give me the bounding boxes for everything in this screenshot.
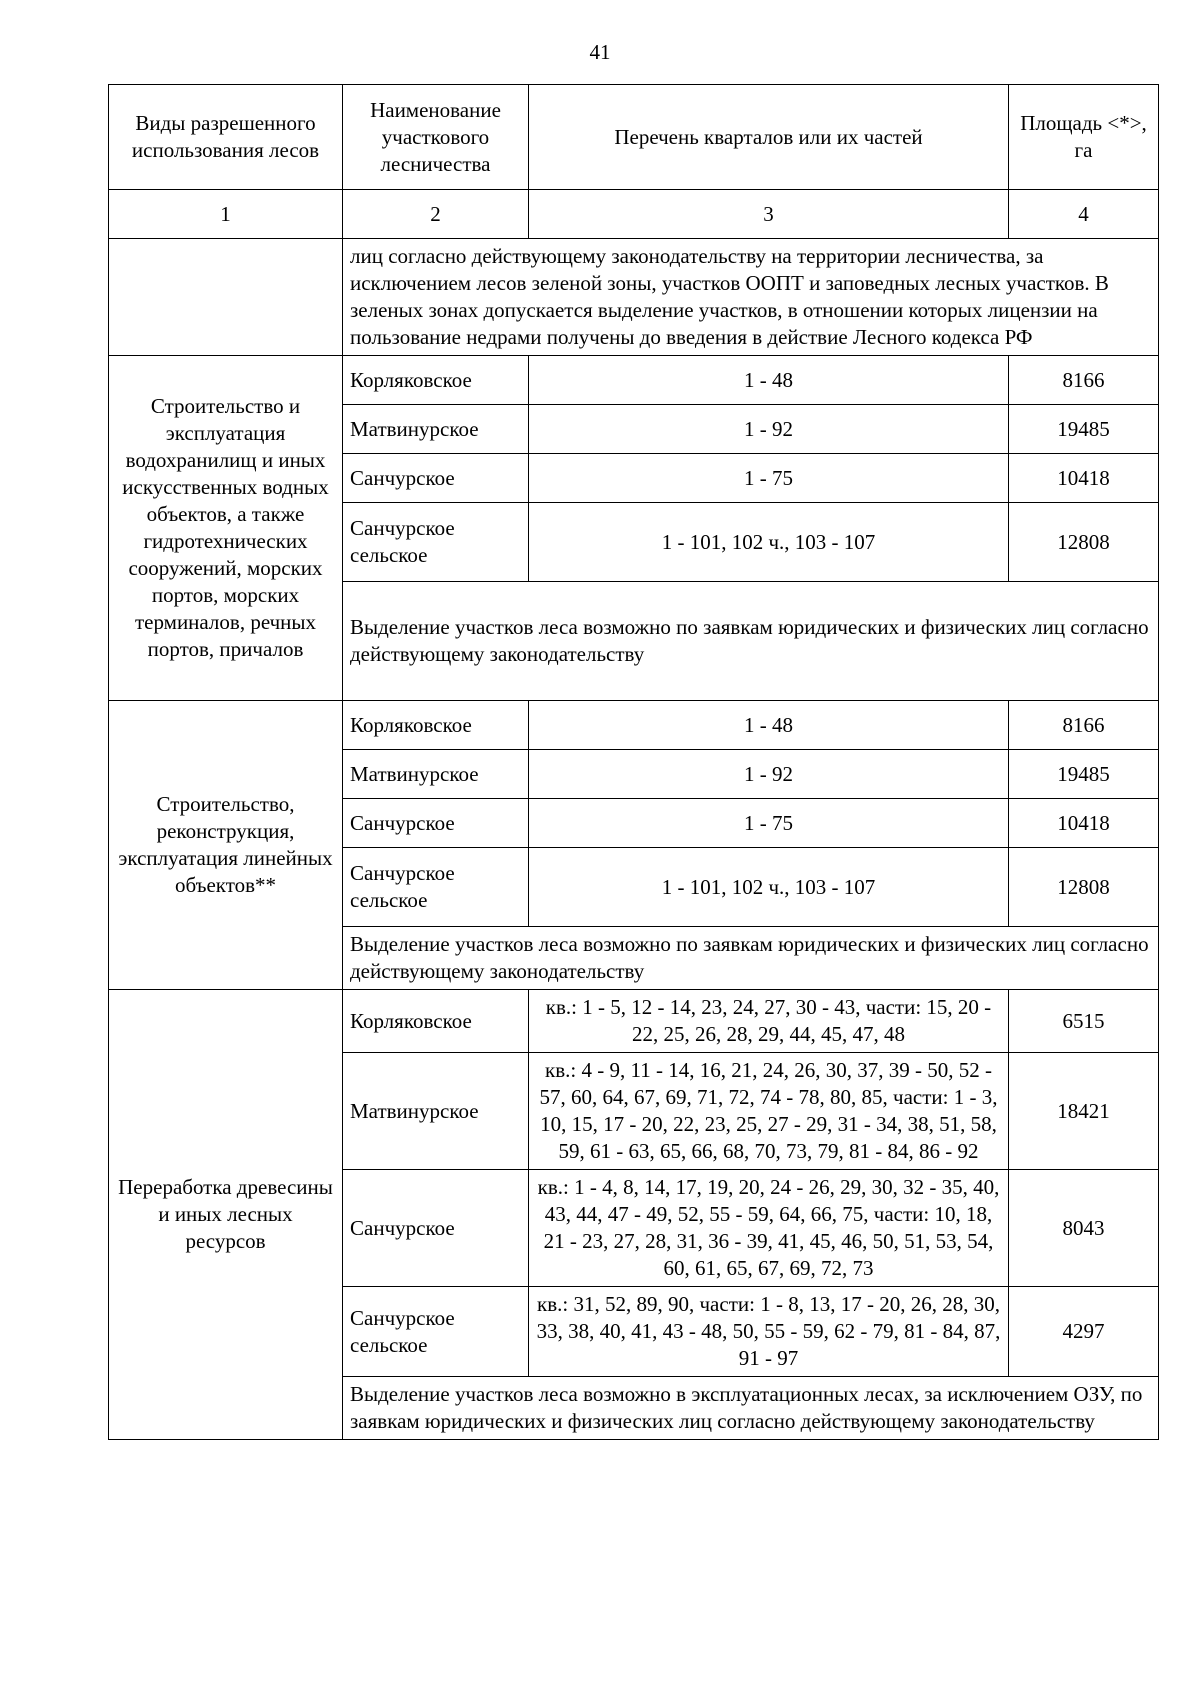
table-row [109, 356, 1159, 405]
forestry-cell: Санчурское сельское [343, 1287, 529, 1377]
area-cell: 6515 [1009, 990, 1159, 1053]
continuation-row [109, 239, 1159, 356]
header-forestry: Наименование участкового лесничества [343, 85, 529, 190]
area-cell: 8166 [1009, 356, 1159, 405]
forest-use-table [108, 84, 1159, 1440]
quarters-cell: кв.: 1 - 4, 8, 14, 17, 19, 20, 24 - 26, 29, 30, 32 - 35, 40, 43, 44, 47 - 49, 52, 55 - 59, 64, 66, 75, части: 10, 18, 21 - 23, 27, 28, 31, 36 - 39, 41, 45, 46, 50, 51, 53, 54, 60, 61, 65, 67, 69, 72, 73 [529, 1170, 1009, 1287]
column-number: 4 [1009, 190, 1159, 239]
use-type-cell: Строительство, реконструкция, эксплуатация линейных объектов** [109, 701, 343, 990]
quarters-cell: кв.: 4 - 9, 11 - 14, 16, 21, 24, 26, 30, 37, 39 - 50, 52 - 57, 60, 64, 67, 69, 71, 72, 74 - 78, 80, 85, части: 1 - 3, 10, 15, 17 - 20, 22, 23, 25, 27 - 29, 31 - 34, 38, 51, 58, 59, 61 - 63, 65, 66, 68, 70, 73, 79, 81 - 84, 86 - 92 [529, 1053, 1009, 1170]
forestry-cell: Корляковское [343, 701, 529, 750]
header-use-type: Виды разрешенного использования лесов [109, 85, 343, 190]
forestry-cell: Матвинурское [343, 1053, 529, 1170]
area-cell: 10418 [1009, 454, 1159, 503]
use-type-cell: Строительство и эксплуатация водохранилищ и иных искусственных водных объектов, а также гидротехнических сооружений, морских портов, морских терминалов, речных портов, причалов [109, 356, 343, 701]
quarters-cell: 1 - 101, 102 ч., 103 - 107 [529, 848, 1009, 927]
forestry-cell: Матвинурское [343, 750, 529, 799]
empty-cell [109, 239, 343, 356]
column-number: 1 [109, 190, 343, 239]
quarters-cell: 1 - 48 [529, 701, 1009, 750]
area-cell: 19485 [1009, 405, 1159, 454]
column-number: 2 [343, 190, 529, 239]
area-cell: 8166 [1009, 701, 1159, 750]
area-cell: 12808 [1009, 848, 1159, 927]
quarters-cell: 1 - 92 [529, 405, 1009, 454]
area-cell: 8043 [1009, 1170, 1159, 1287]
use-type-cell: Переработка древесины и иных лесных ресурсов [109, 990, 343, 1440]
area-cell: 10418 [1009, 799, 1159, 848]
section-note: Выделение участков леса возможно по заявкам юридических и физических лиц согласно действующему законодательству [343, 582, 1159, 701]
header-quarters: Перечень кварталов или их частей [529, 85, 1009, 190]
quarters-cell: кв.: 31, 52, 89, 90, части: 1 - 8, 13, 17 - 20, 26, 28, 30, 33, 38, 40, 41, 43 - 48, 50, 55 - 59, 62 - 79, 81 - 84, 87, 91 - 97 [529, 1287, 1009, 1377]
forestry-cell: Санчурское [343, 454, 529, 503]
table-row [109, 990, 1159, 1053]
forestry-cell: Корляковское [343, 356, 529, 405]
quarters-cell: 1 - 48 [529, 356, 1009, 405]
quarters-cell: 1 - 75 [529, 799, 1009, 848]
header-area: Площадь <*>, га [1009, 85, 1159, 190]
forestry-cell: Санчурское [343, 1170, 529, 1287]
forestry-cell: Санчурское сельское [343, 848, 529, 927]
table-row [109, 701, 1159, 750]
area-cell: 4297 [1009, 1287, 1159, 1377]
area-cell: 12808 [1009, 503, 1159, 582]
area-cell: 19485 [1009, 750, 1159, 799]
forestry-cell: Санчурское [343, 799, 529, 848]
page-number: 41 [589, 40, 611, 64]
quarters-cell: 1 - 92 [529, 750, 1009, 799]
area-cell: 18421 [1009, 1053, 1159, 1170]
header-row [109, 85, 1159, 190]
forestry-cell: Матвинурское [343, 405, 529, 454]
quarters-cell: кв.: 1 - 5, 12 - 14, 23, 24, 27, 30 - 43, части: 15, 20 - 22, 25, 26, 28, 29, 44, 45, 47, 48 [529, 990, 1009, 1053]
quarters-cell: 1 - 101, 102 ч., 103 - 107 [529, 503, 1009, 582]
column-number-row [109, 190, 1159, 239]
section-note: Выделение участков леса возможно в эксплуатационных лесах, за исключением ОЗУ, по заявкам юридических и физических лиц согласно действующему законодательству [343, 1377, 1159, 1440]
column-number: 3 [529, 190, 1009, 239]
quarters-cell: 1 - 75 [529, 454, 1009, 503]
forestry-cell: Санчурское сельское [343, 503, 529, 582]
section-note: Выделение участков леса возможно по заявкам юридических и физических лиц согласно действующему законодательству [343, 927, 1159, 990]
continuation-note: лиц согласно действующему законодательству на территории лесничества, за исключением лесов зеленой зоны, участков ООПТ и заповедных лесных участков. В зеленых зонах допускается выделение участков, в отношении которых лицензии на пользование недрами получены до введения в действие Лесного кодекса РФ [343, 239, 1159, 356]
forestry-cell: Корляковское [343, 990, 529, 1053]
